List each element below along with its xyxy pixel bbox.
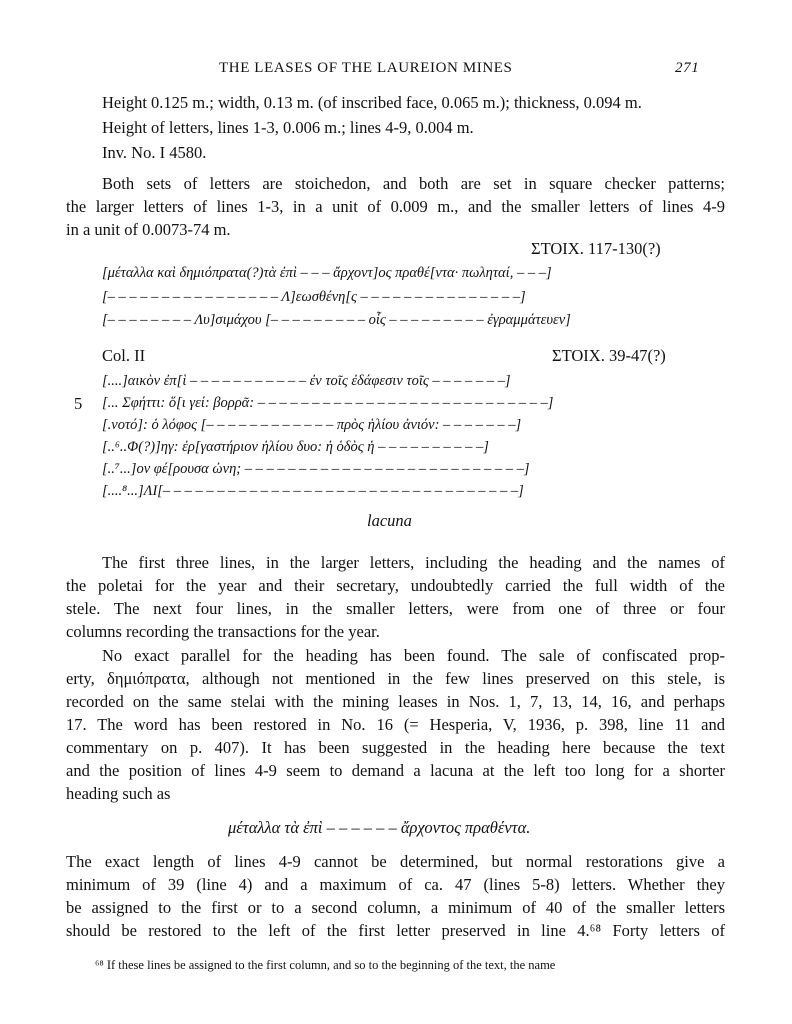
para2-line: the poletai for the year and their secretary, undoubtedly carried the full width of the bbox=[66, 576, 725, 595]
stoichedon-count-2: ΣΤΟΙΧ. 39-47(?) bbox=[552, 346, 666, 365]
para3-line: recorded on the same stelai with the mining leases in Nos. 1, 7, 13, 14, 16, and perhaps bbox=[66, 692, 725, 711]
para3-line: 17. The word has been restored in No. 16 (= Hesperia, V, 1936, p. 398, line 11 and bbox=[66, 715, 725, 734]
inventory-number: Inv. No. I 4580. bbox=[102, 143, 207, 162]
page-number: 271 bbox=[675, 60, 700, 76]
para3-line: erty, δημιόπρατα, although not mentioned in the few lines preserved on this stele, is bbox=[66, 669, 725, 688]
inscription-col-line-9: [....⁸...]ΛΙ[– – – – – – – – – – – – – – – – – – – – – – – – – – – – – – – – –] bbox=[102, 483, 524, 499]
para1-line: Both sets of letters are stoichedon, and both are set in square checker patterns; bbox=[102, 174, 725, 193]
para2-line: The first three lines, in the larger letters, including the heading and the names of bbox=[102, 553, 725, 572]
para3-line: commentary on p. 407). It has been suggested in the heading here because the text bbox=[66, 738, 725, 757]
letter-height-line: Height of letters, lines 1-3, 0.006 m.; lines 4-9, 0.004 m. bbox=[102, 118, 474, 137]
para2-line: stele. The next four lines, in the smaller letters, were from one of three or four bbox=[66, 599, 725, 618]
inscription-col-line-4: [....]αικὸν ἐπ[ὶ – – – – – – – – – – – ἐν τοῖς ἐδάφεσιν τοῖς – – – – – – –] bbox=[102, 373, 511, 389]
running-header-title: THE LEASES OF THE LAUREION MINES bbox=[219, 60, 513, 76]
inscription-col-line-8: [..⁷...]ον φέ[ρουσα ὠνη; – – – – – – – – – – – – – – – – – – – – – – – – – –] bbox=[102, 461, 530, 477]
footnote-68: ⁶⁸ If these lines be assigned to the first column, and so to the beginning of the text, the name bbox=[95, 958, 556, 972]
inscription-line-3: [– – – – – – – – Λυ]σιμάχου [– – – – – – – – – οἷς – – – – – – – – – ἐγραμμάτευεν] bbox=[102, 312, 571, 328]
inscription-line-1: [μέταλλα καὶ δημιόπρατα(?)τὰ ἐπὶ – – – ἄρχοντ]ος πραθέ[ντα· πωληταί, – – –] bbox=[102, 265, 552, 281]
para4-line: be assigned to the first or to a second column, a minimum of 40 of the smaller letters bbox=[66, 898, 725, 917]
para3-line: No exact parallel for the heading has been found. The sale of confiscated prop- bbox=[102, 646, 725, 665]
para1-line: in a unit of 0.0073-74 m. bbox=[66, 220, 231, 239]
lacuna-label: lacuna bbox=[367, 511, 412, 530]
para4-line: The exact length of lines 4-9 cannot be determined, but normal restorations give a bbox=[66, 852, 725, 871]
para1-line: the larger letters of lines 1-3, in a unit of 0.009 m., and the smaller letters of lines 4-9 bbox=[66, 197, 725, 216]
stoichedon-count-1: ΣΤΟΙΧ. 117-130(?) bbox=[531, 239, 661, 258]
inscription-col-line-6: [.νοτό]: ὁ λόφος [– – – – – – – – – – – – πρὸς ἡλίου ἀνιόν: – – – – – – –] bbox=[102, 417, 522, 433]
column-label: Col. II bbox=[102, 346, 146, 365]
para3-line: and the position of lines 4-9 seem to demand a lacuna at the left too long for a shorter bbox=[66, 761, 725, 780]
inscription-col-line-5: [... Σφήττι: ὅ[ι γεί: βορρᾶ: – – – – – – – – – – – – – – – – – – – – – – – – – – –] bbox=[102, 395, 554, 411]
inscription-col-line-7: [..⁶..Φ(?)]ηγ: ἐρ[γαστήριον ἡλίου δυο: ἡ ὁδὸς ἡ – – – – – – – – – –] bbox=[102, 439, 489, 455]
dimensions-line: Height 0.125 m.; width, 0.13 m. (of inscribed face, 0.065 m.); thickness, 0.094 m. bbox=[102, 93, 642, 112]
para2-line: columns recording the transactions for the year. bbox=[66, 622, 380, 641]
line-number-5: 5 bbox=[74, 394, 83, 413]
example-heading: μέταλλα τὰ ἐπὶ – – – – – – ἄρχοντος πραθέντα. bbox=[228, 818, 531, 837]
para3-line: heading such as bbox=[66, 784, 171, 803]
para4-line: minimum of 39 (line 4) and a maximum of ca. 47 (lines 5-8) letters. Whether they bbox=[66, 875, 725, 894]
inscription-line-2: [– – – – – – – – – – – – – – – – Λ]εωσθένη[ς – – – – – – – – – – – – – – –] bbox=[102, 289, 526, 305]
para4-line: should be restored to the left of the first letter preserved in line 4.⁶⁸ Forty letters of bbox=[66, 921, 725, 940]
